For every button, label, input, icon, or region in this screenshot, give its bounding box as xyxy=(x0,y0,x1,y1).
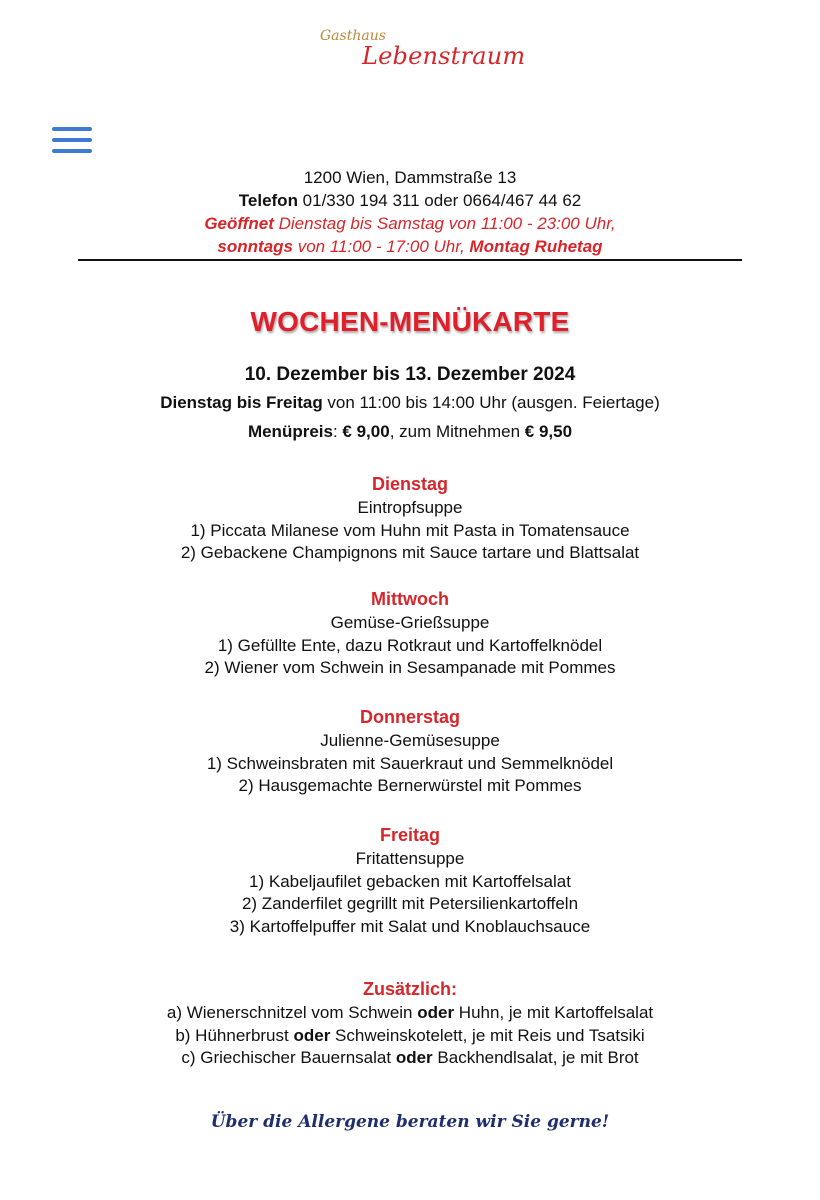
hamburger-bar xyxy=(52,138,92,142)
extra-item xyxy=(0,1047,820,1070)
menu-hours xyxy=(0,393,820,413)
price-value: € 9,00 xyxy=(342,422,390,441)
extra-item-text: a) Wienerschnitzel vom Schwein xyxy=(166,1003,418,1022)
hamburger-menu-icon[interactable] xyxy=(52,124,94,158)
phone-line xyxy=(0,189,820,212)
extra-item-text: Huhn, je mit Kartoffelsalat xyxy=(454,1003,654,1022)
hamburger-bar xyxy=(52,127,92,131)
hamburger-bar xyxy=(52,149,92,153)
day-section-donnerstag xyxy=(0,704,820,798)
extra-item xyxy=(0,1002,820,1025)
opening-hours-line xyxy=(0,212,820,235)
phone-numbers[interactable]: 01/330 194 311 oder 0664/467 44 62 xyxy=(297,191,582,210)
sunday-hours-text: von 11:00 - 17:00 Uhr, xyxy=(292,237,470,256)
extra-item xyxy=(0,1025,820,1048)
extra-item-or: oder xyxy=(417,1003,455,1022)
open-label: Geöffnet xyxy=(204,214,274,233)
dish-item: 1) Piccata Milanese vom Huhn mit Pasta in Tomatensauce xyxy=(190,520,630,540)
price-takeaway-text: , zum Mitnehmen xyxy=(389,422,525,441)
divider xyxy=(78,259,742,261)
day-section-freitag xyxy=(0,822,820,938)
price-separator: : xyxy=(332,422,343,441)
extra-item-text: b) Hühnerbrust xyxy=(175,1025,294,1045)
day-section-dienstag xyxy=(0,471,820,565)
extras-title: Zusätzlich: xyxy=(362,979,457,999)
dish-item: 1) Schweinsbraten mit Sauerkraut und Semmelknödel xyxy=(206,753,614,773)
dish-item: 3) Kartoffelpuffer mit Salat und Knoblauchsauce xyxy=(229,916,591,936)
allergen-note: Über die Allergene beraten wir Sie gerne! xyxy=(210,1112,610,1132)
price-label: Menüpreis xyxy=(247,422,333,441)
dish-item: 1) Gefüllte Ente, dazu Rotkraut und Kartoffelknödel xyxy=(217,635,603,655)
day-soup: Julienne-Gemüsesuppe xyxy=(320,731,500,750)
day-section-mittwoch xyxy=(0,586,820,680)
closed-day-label: Montag Ruhetag xyxy=(469,237,603,256)
sunday-label: sonntags xyxy=(217,237,293,256)
contact-info xyxy=(0,166,820,258)
logo-line-lebenstraum: Lebenstraum xyxy=(362,42,526,70)
open-hours-text: Dienstag bis Samstag von 11:00 - 23:00 Uhr, xyxy=(273,214,616,233)
menu-price xyxy=(0,422,820,442)
day-soup: Fritattensuppe xyxy=(355,849,465,868)
extras-section xyxy=(0,976,820,1070)
logo-line-gasthaus: Gasthaus xyxy=(320,28,386,44)
extra-item-text: c) Griechischer Bauernsalat xyxy=(181,1048,396,1067)
dish-item: 2) Wiener vom Schwein in Sesampanade mit Pommes xyxy=(204,658,616,677)
site-logo[interactable] xyxy=(0,22,820,78)
extra-item-text: Backhendlsalat, je mit Brot xyxy=(432,1048,639,1067)
extra-item-text: Schweinskotelett, je mit Reis und Tsatsiki xyxy=(330,1025,645,1045)
menu-hours-label: Dienstag bis Freitag xyxy=(160,393,323,412)
phone-label: Telefon xyxy=(238,191,298,210)
price-takeaway-value: € 9,50 xyxy=(524,422,573,441)
sunday-hours-line xyxy=(0,235,820,258)
day-name: Dienstag xyxy=(371,474,449,494)
dish-item: 2) Zanderfilet gegrillt mit Petersilienkartoffeln xyxy=(241,894,579,913)
dish-item: 1) Kabeljaufilet gebacken mit Kartoffelsalat xyxy=(249,871,571,891)
dish-item: 2) Gebackene Champignons mit Sauce tartare und Blattsalat xyxy=(180,543,640,562)
day-name: Freitag xyxy=(379,825,440,845)
extra-item-or: oder xyxy=(293,1025,331,1045)
day-soup: Gemüse-Grießsuppe xyxy=(330,613,490,632)
page-title: WOCHEN-MENÜKARTE xyxy=(250,306,570,337)
dish-item: 2) Hausgemachte Bernerwürstel mit Pommes xyxy=(238,776,582,795)
day-name: Mittwoch xyxy=(371,589,449,609)
day-name: Donnerstag xyxy=(359,707,460,727)
day-soup: Eintropfsuppe xyxy=(357,498,463,517)
extra-item-or: oder xyxy=(395,1048,433,1067)
address: 1200 Wien, Dammstraße 13 xyxy=(303,168,517,187)
menu-hours-text: von 11:00 bis 14:00 Uhr (ausgen. Feiertage) xyxy=(322,393,660,412)
menu-period: 10. Dezember bis 13. Dezember 2024 xyxy=(244,364,576,385)
